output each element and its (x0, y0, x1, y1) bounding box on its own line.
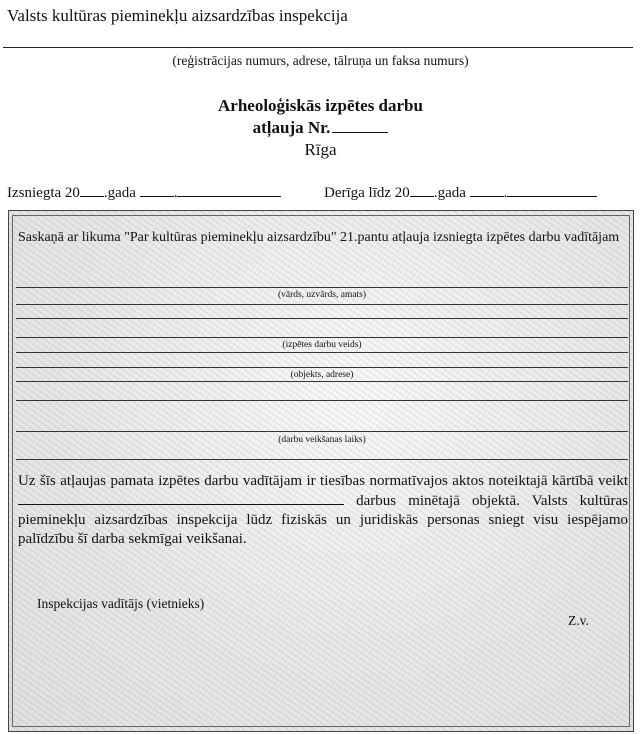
seal-label: Z.v. (568, 613, 589, 628)
period-line-3[interactable] (16, 459, 628, 460)
city: Rīga (304, 140, 337, 159)
inspection-head-label: Inspekcijas vadītājs (vietnieks) (37, 596, 205, 611)
valid-label: Derīga līdz 20 (324, 185, 410, 201)
period-line-1[interactable] (16, 400, 628, 401)
permit-number-field[interactable] (332, 118, 388, 133)
agency-name: Valsts kultūras pieminekļu aizsardzības inspekcija (7, 6, 348, 25)
intro-text: Saskaņā ar likuma "Par kultūras pieminekļu aizsardzību" 21.pantu atļauja izsniegta izpētes darbu vadītājam (18, 230, 620, 245)
valid-day-field[interactable] (507, 183, 597, 197)
permit-number-label: atļauja Nr. (252, 118, 331, 137)
object-line-1[interactable] (16, 352, 628, 353)
object-caption: (objekts, adrese) (290, 370, 354, 380)
valid-date (324, 183, 597, 202)
valid-dot: . (503, 185, 508, 201)
work-type-line-1[interactable] (16, 318, 628, 319)
issued-month-field[interactable] (140, 183, 174, 197)
issued-label: Izsniegta 20 (7, 185, 80, 201)
valid-year-field[interactable] (410, 183, 434, 197)
document-title: Arheoloģiskās izpētes darbu (218, 96, 423, 115)
work-type-caption: (izpētes darbu veids) (282, 340, 362, 350)
name-caption: (vārds, uzvārds, amats) (277, 290, 367, 300)
object-line-2[interactable] (16, 367, 628, 368)
valid-month-field[interactable] (470, 183, 504, 197)
period-caption: (darbu veikšanas laiks) (278, 435, 366, 445)
works-field[interactable] (18, 491, 344, 505)
rights-text-1: Uz šīs atļaujas pamata izpētes darbu vadītājam ir tiesības normatīvajos aktos noteiktajā kārtībā veikt (18, 473, 628, 489)
permit-number-line (0, 118, 641, 138)
name-line-1[interactable] (16, 287, 628, 288)
registration-line (3, 47, 633, 48)
issued-day-field[interactable] (177, 183, 281, 197)
name-line-2[interactable] (16, 304, 628, 305)
issued-date (7, 183, 281, 202)
object-line-3[interactable] (16, 381, 628, 382)
request-text: Valsts kultūras pieminekļu aizsardzības inspekcija lūdz fiziskās un juridiskās personas sniegt visu iespējamo palīdzību šī darba sekmīgai veikšanai. (18, 493, 628, 547)
issued-year-suffix: .gada (103, 185, 136, 201)
work-type-line-2[interactable] (16, 337, 628, 338)
issued-dot: . (173, 185, 178, 201)
period-line-2[interactable] (16, 431, 628, 432)
registration-caption: (reģistrācijas numurs, adrese, tālruņa un faksa numurs) (172, 53, 469, 68)
valid-year-suffix: .gada (433, 185, 466, 201)
rights-paragraph (18, 472, 628, 549)
issued-year-field[interactable] (80, 183, 104, 197)
rights-text-2: darbus minētajā objektā. (356, 493, 520, 509)
